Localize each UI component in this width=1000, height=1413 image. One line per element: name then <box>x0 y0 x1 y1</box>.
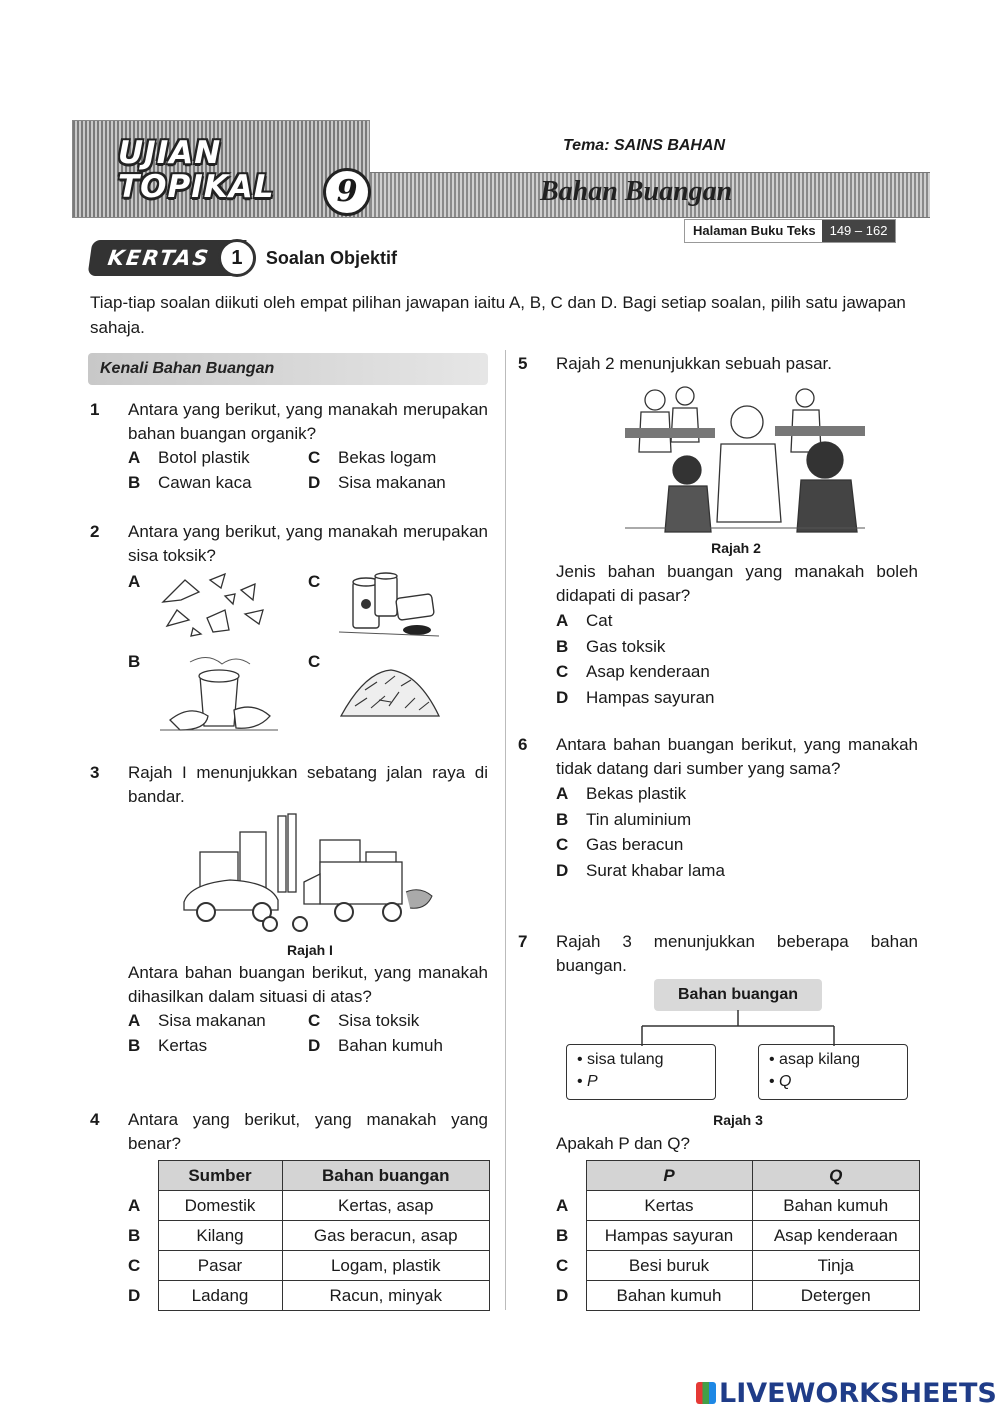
liveworksheets-icon <box>696 1382 716 1404</box>
city-road-image <box>170 812 440 934</box>
question-3 <box>90 761 488 809</box>
option-c-label[interactable]: C <box>308 572 321 591</box>
textbook-pages-badge <box>684 219 896 243</box>
question-number: 7 <box>518 932 528 951</box>
option-c[interactable]: C Sisa toksik <box>308 1011 420 1030</box>
option-a[interactable]: A Sisa makanan <box>128 1011 266 1030</box>
option-b[interactable]: B Kertas <box>128 1036 208 1055</box>
tree-root-label: Bahan buangan <box>654 979 822 1011</box>
paper-heading <box>90 238 397 278</box>
table-row[interactable]: A Domestik Kertas, asap <box>128 1191 490 1221</box>
paper-subtitle: Soalan Objektif <box>265 247 397 268</box>
option-list <box>128 1009 488 1058</box>
question-stem: Rajah I menunjukkan sebatang jalan raya di bandar. <box>128 763 488 806</box>
option-a[interactable]: A Cat <box>556 611 613 630</box>
question-4 <box>90 1108 488 1156</box>
table-row[interactable]: B Hampas sayuran Asap kenderaan <box>556 1221 920 1251</box>
option-d[interactable]: D Sisa makanan <box>308 473 446 492</box>
table-row[interactable]: C Pasar Logam, plastik <box>128 1251 490 1281</box>
paper-label: KERTAS <box>87 240 246 276</box>
question-stem: Antara yang berikut, yang manakah merupakan sisa toksik? <box>128 522 488 565</box>
option-b-label[interactable]: B <box>128 652 141 671</box>
question-5-part2 <box>518 560 918 710</box>
question-number: 3 <box>90 763 100 782</box>
question-stem: Antara yang berikut, yang manakah merupakan bahan buangan organik? <box>128 400 488 443</box>
tree-connector <box>640 1010 840 1046</box>
table-row[interactable]: A Kertas Bahan kumuh <box>556 1191 920 1221</box>
question-number: 2 <box>90 522 100 541</box>
column-header: Sumber <box>158 1161 282 1191</box>
option-d[interactable]: D Bahan kumuh <box>308 1036 443 1055</box>
toxic-barrels-image <box>335 572 445 642</box>
right-waste-box: • asap kilang • Q <box>758 1044 908 1100</box>
question-7-prompt: Apakah P dan Q? <box>556 1134 690 1153</box>
question-stem: Jenis bahan buangan yang manakah boleh didapati di pasar? <box>556 562 918 605</box>
question-7-table <box>556 1160 920 1311</box>
left-waste-box: • sisa tulang • P <box>566 1044 716 1100</box>
paper-number: 1 <box>218 239 256 277</box>
tema-label: Tema: SAINS BAHAN <box>563 137 726 154</box>
option-d[interactable]: D Surat khabar lama <box>556 860 725 880</box>
option-b[interactable]: B Tin aluminium <box>556 809 692 829</box>
column-divider <box>505 350 506 1310</box>
garbage-bin-image <box>150 650 285 732</box>
option-list <box>556 781 918 883</box>
chapter-number: 9 <box>323 168 371 216</box>
broken-glass-image <box>155 570 280 640</box>
question-stem: Antara yang berikut, yang manakah yang benar? <box>128 1110 488 1153</box>
option-c[interactable]: C Asap kenderaan <box>556 662 710 681</box>
question-number: 5 <box>518 354 528 373</box>
table-header-row <box>556 1161 920 1191</box>
chapter-title: Bahan Buangan <box>540 176 733 207</box>
question-1 <box>90 398 488 495</box>
table-row[interactable]: C Besi buruk Tinja <box>556 1251 920 1281</box>
option-a[interactable]: A Bekas plastik <box>556 784 687 803</box>
question-6 <box>518 733 918 883</box>
question-4-table <box>128 1160 490 1311</box>
question-number: 6 <box>518 735 528 754</box>
question-5 <box>518 352 918 376</box>
question-stem: Rajah 3 menunjukkan beberapa bahan buangan. <box>556 932 918 975</box>
textbook-pages: 149 – 162 <box>822 220 896 242</box>
question-number: 4 <box>90 1110 100 1129</box>
option-a[interactable]: A Botol plastik <box>128 448 250 467</box>
section-title: Kenali Bahan Buangan <box>88 353 488 385</box>
column-header: P <box>586 1161 752 1191</box>
question-number: 1 <box>90 400 100 419</box>
ujian-topikal-title: UJIAN TOPIKAL <box>118 135 275 205</box>
question-7 <box>518 930 918 978</box>
table-row[interactable]: D Ladang Racun, minyak <box>128 1281 490 1311</box>
option-c[interactable]: C Bekas logam <box>308 448 437 467</box>
rajah-3-caption: Rajah 3 <box>713 1112 763 1128</box>
question-stem: Antara bahan buangan berikut, yang manakah tidak datang dari sumber yang sama? <box>556 735 918 778</box>
option-d[interactable]: D Hampas sayuran <box>556 687 715 707</box>
option-b[interactable]: B Cawan kaca <box>128 473 252 492</box>
rajah-2-caption: Rajah 2 <box>711 540 761 556</box>
instruction-text: Tiap-tiap soalan diikuti oleh empat pilihan jawapan iaitu A, B, C dan D. Bagi setiap soalan, pilih satu jawapan sahaja. <box>90 293 906 337</box>
textbook-label: Halaman Buku Teks <box>693 223 816 238</box>
leaf-pile-image <box>335 662 445 722</box>
option-c[interactable]: C Gas beracun <box>556 835 684 854</box>
option-d-label[interactable]: C <box>308 652 321 671</box>
column-header: Bahan buangan <box>282 1161 490 1191</box>
liveworksheets-logo: LIVEWORKSHEETS <box>696 1378 997 1409</box>
rajah-1-caption: Rajah I <box>287 942 333 958</box>
table-header-row <box>128 1161 490 1191</box>
option-list <box>128 446 488 495</box>
option-a-label[interactable]: A <box>128 572 141 591</box>
question-stem: Antara bahan buangan berikut, yang manakah dihasilkan dalam situasi di atas? <box>128 963 488 1006</box>
question-2 <box>90 520 488 568</box>
market-image <box>625 382 865 534</box>
question-3-part2 <box>90 961 488 1058</box>
column-header: Q <box>752 1161 920 1191</box>
table-row[interactable]: D Bahan kumuh Detergen <box>556 1281 920 1311</box>
option-b[interactable]: B Gas toksik <box>556 636 666 656</box>
question-stem: Rajah 2 menunjukkan sebuah pasar. <box>556 354 832 373</box>
table-row[interactable]: B Kilang Gas beracun, asap <box>128 1221 490 1251</box>
option-list <box>556 608 918 710</box>
